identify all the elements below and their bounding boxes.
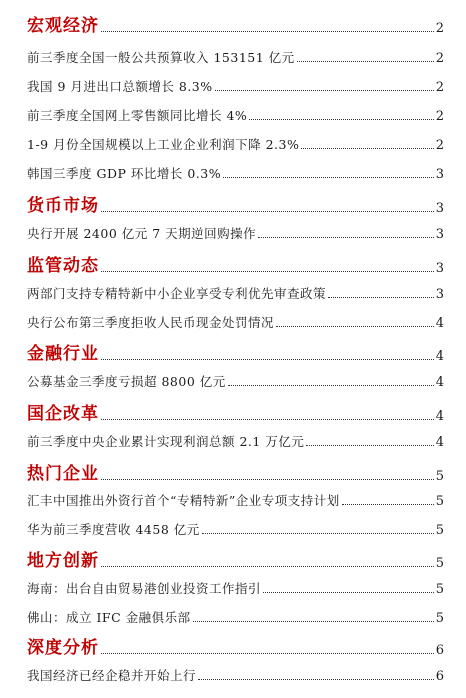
section-title: 地方创新 <box>27 551 99 571</box>
section-title: 热门企业 <box>27 464 99 484</box>
toc-entry[interactable] <box>27 309 444 331</box>
page-number: 3 <box>435 227 444 242</box>
entry-title: 央行开展 2400 亿元 7 天期逆回购操作 <box>27 226 257 241</box>
page-number: 4 <box>435 435 444 450</box>
toc-section-heading[interactable] <box>27 398 444 424</box>
dot-leader <box>198 678 434 680</box>
page-number: 2 <box>435 138 444 153</box>
page-number: 6 <box>435 643 444 658</box>
page-number: 3 <box>435 287 444 302</box>
page-number: 5 <box>435 556 444 571</box>
toc-entry[interactable] <box>27 575 444 597</box>
page-number: 4 <box>435 349 444 364</box>
page-number: 4 <box>435 409 444 424</box>
toc-section-heading[interactable] <box>27 338 444 364</box>
dot-leader <box>328 296 434 298</box>
entry-title: 前三季度全国网上零售额同比增长 4% <box>27 108 248 123</box>
dot-leader <box>223 176 434 178</box>
dot-leader <box>263 591 434 593</box>
dot-leader <box>101 565 434 567</box>
entry-title: 佛山：成立 IFC 金融俱乐部 <box>27 610 191 625</box>
toc-section-heading[interactable] <box>27 458 444 484</box>
toc-entry[interactable] <box>27 604 444 626</box>
dot-leader <box>101 358 434 360</box>
dot-leader <box>228 384 434 386</box>
toc-entry[interactable] <box>27 220 444 242</box>
page-number: 6 <box>435 669 444 684</box>
dot-leader <box>101 652 434 654</box>
dot-leader <box>101 418 434 420</box>
toc-entry[interactable] <box>27 160 444 182</box>
dot-leader <box>306 444 433 446</box>
toc-entry[interactable] <box>27 487 444 509</box>
toc-section-heading[interactable] <box>27 190 444 216</box>
entry-title: 海南：出台自由贸易港创业投资工作指引 <box>27 581 262 596</box>
page-number: 2 <box>435 80 444 95</box>
toc-entry[interactable] <box>27 662 444 684</box>
page-number: 4 <box>435 316 444 331</box>
entry-title: 两部门支持专精特新中小企业享受专利优先审查政策 <box>27 286 327 301</box>
entry-title: 我国经济已经企稳并开始上行 <box>27 668 197 683</box>
toc-entry[interactable] <box>27 131 444 153</box>
entry-title: 1-9 月份全国规模以上工业企业利润下降 2.3% <box>27 137 300 152</box>
dot-leader <box>202 532 434 534</box>
dot-leader <box>249 118 433 120</box>
dot-leader <box>215 89 434 91</box>
page-number: 3 <box>435 261 444 276</box>
toc-entry[interactable] <box>27 44 444 66</box>
entry-title: 前三季度中央企业累计实现利润总额 2.1 万亿元 <box>27 434 305 449</box>
dot-leader <box>101 270 434 272</box>
entry-title: 韩国三季度 GDP 环比增长 0.3% <box>27 166 222 181</box>
toc-entry[interactable] <box>27 516 444 538</box>
entry-title: 汇丰中国推出外资行首个“专精特新”企业专项支持计划 <box>27 493 340 508</box>
page-number: 2 <box>435 21 444 36</box>
section-title: 监管动态 <box>27 256 99 276</box>
dot-leader <box>297 60 434 62</box>
page-number: 3 <box>435 201 444 216</box>
entry-title: 我国 9 月进出口总额增长 8.3% <box>27 79 213 94</box>
dot-leader <box>301 147 433 149</box>
page-number: 2 <box>435 109 444 124</box>
page-number: 5 <box>435 494 444 509</box>
section-title: 国企改革 <box>27 404 99 424</box>
section-title: 货币市场 <box>27 196 99 216</box>
toc-entry[interactable] <box>27 428 444 450</box>
page-number: 2 <box>435 51 444 66</box>
toc-section-heading[interactable] <box>27 545 444 571</box>
section-title: 宏观经济 <box>27 16 99 36</box>
toc-entry[interactable] <box>27 368 444 390</box>
dot-leader <box>193 620 434 622</box>
page-number: 5 <box>435 611 444 626</box>
toc-entry[interactable] <box>27 102 444 124</box>
section-title: 深度分析 <box>27 638 99 658</box>
page-number: 3 <box>435 167 444 182</box>
toc-section-heading[interactable] <box>27 10 444 36</box>
dot-leader <box>342 503 434 505</box>
page-number: 5 <box>435 469 444 484</box>
page-number: 5 <box>435 582 444 597</box>
entry-title: 央行公布第三季度拒收人民币现金处罚情况 <box>27 315 275 330</box>
entry-title: 华为前三季度营收 4458 亿元 <box>27 522 200 537</box>
page-number: 5 <box>435 523 444 538</box>
toc-entry[interactable] <box>27 280 444 302</box>
page-number: 4 <box>435 375 444 390</box>
entry-title: 前三季度全国一般公共预算收入 153151 亿元 <box>27 50 295 65</box>
toc-entry[interactable] <box>27 73 444 95</box>
entry-title: 公募基金三季度亏损超 8800 亿元 <box>27 374 226 389</box>
toc-section-heading[interactable] <box>27 632 444 658</box>
dot-leader <box>101 210 434 212</box>
dot-leader <box>101 478 434 480</box>
dot-leader <box>276 325 434 327</box>
section-title: 金融行业 <box>27 344 99 364</box>
toc-section-heading[interactable] <box>27 250 444 276</box>
dot-leader <box>258 236 434 238</box>
dot-leader <box>101 30 434 32</box>
